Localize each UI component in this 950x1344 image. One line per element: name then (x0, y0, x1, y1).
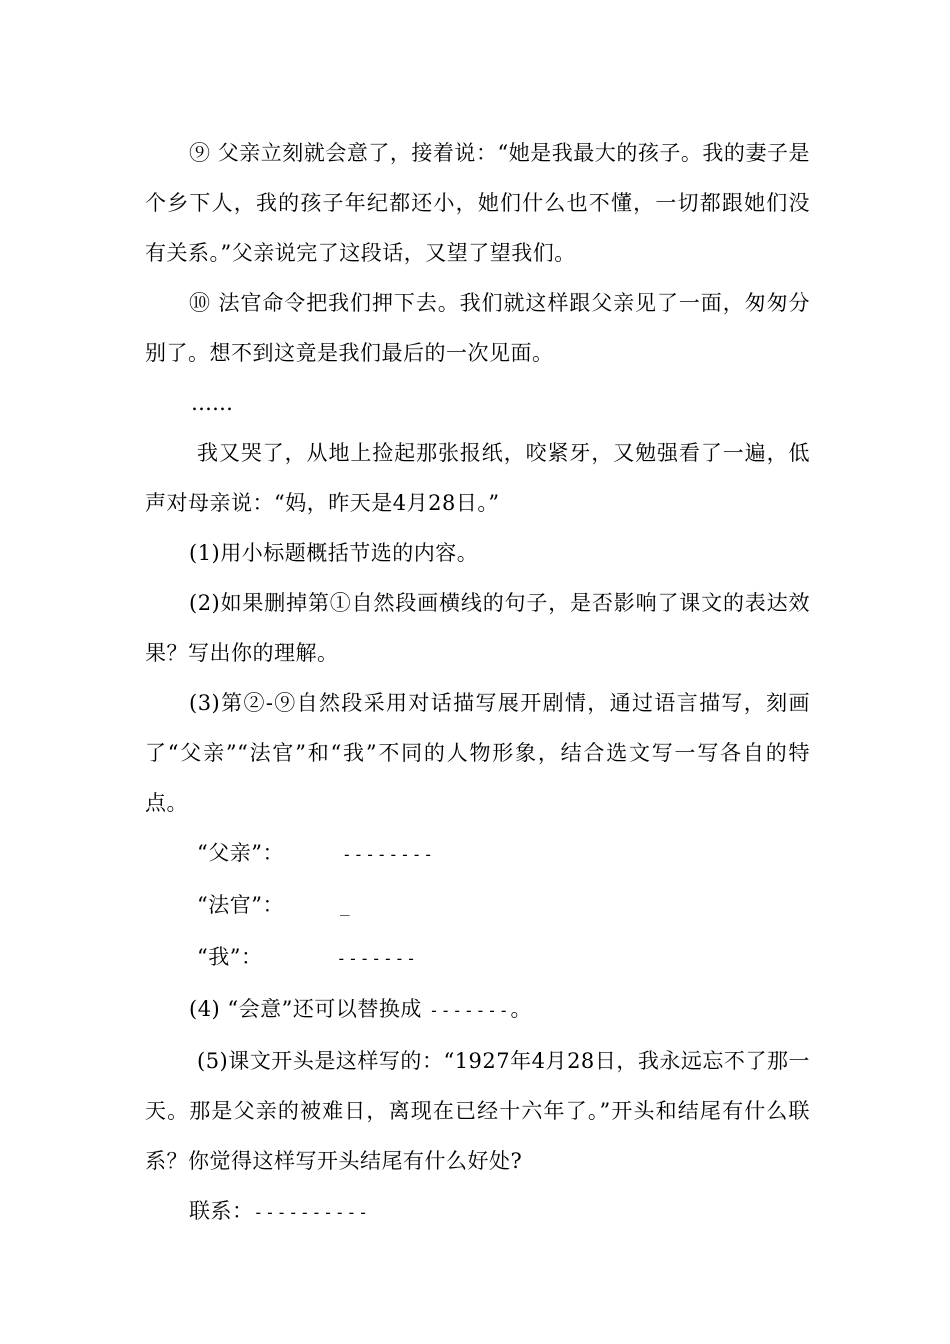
answer-line-link (145, 1186, 810, 1238)
answer-line-judge (145, 880, 810, 932)
link-label: 联系： (189, 1199, 254, 1223)
father-label: “父亲”： (197, 841, 284, 865)
answer-line-me (145, 932, 810, 984)
question-5: (5)课文开头是这样写的：“1927年4月28日，我永远忘不了那一天。那是父亲的被难日，离现在已经十六年了。”开头和结尾有什么联系？你觉得这样写开头结尾有什么好处? (145, 1049, 810, 1173)
link-answer-blank[interactable]: ---------- (253, 1203, 370, 1222)
document-page (145, 128, 810, 1238)
question-1: (1)用小标题概括节选的内容。 (189, 541, 479, 565)
me-label: “我”： (197, 945, 263, 969)
question-2: (2)如果删掉第①自然段画横线的句子，是否影响了课文的表达效果？写出你的理解。 (145, 591, 810, 665)
paragraph-10: ⑩ 法官命令把我们押下去。我们就这样跟父亲见了一面，匆匆分别了。想不到这竟是我们最后的一次见面。 (145, 291, 810, 365)
judge-answer-blank[interactable]: _ (339, 897, 352, 916)
answer-line-father (145, 828, 810, 880)
paragraph-9: ⑨ 父亲立刻就会意了，接着说：“她是我最大的孩子。我的妻子是个乡下人，我的孩子年纪都还小，她们什么也不懂，一切都跟她们没有关系。”父亲说完了这段话，又望了望我们。 (145, 141, 810, 265)
father-answer-blank[interactable]: -------- (341, 845, 436, 864)
question-4-suffix: 。 (510, 997, 533, 1021)
question-3: (3)第②-⑨自然段采用对话描写展开剧情，通过语言描写，刻画了“父亲”“法官”和“我”不同的人物形象，结合选文写一写各自的特点。 (145, 691, 810, 815)
question-4 (145, 984, 810, 1036)
question-4-prefix: (4) “会意”还可以替换成 (189, 997, 430, 1021)
paragraph-last: 我又哭了，从地上捡起那张报纸，咬紧牙，又勉强看了一遍，低声对母亲说：“妈，昨天是4月28日。” (145, 441, 810, 515)
question-4-blank[interactable]: ------- (429, 1001, 511, 1020)
judge-label: “法官”： (197, 893, 284, 917)
ellipsis: …… (191, 391, 233, 415)
me-answer-blank[interactable]: ------- (336, 949, 418, 968)
